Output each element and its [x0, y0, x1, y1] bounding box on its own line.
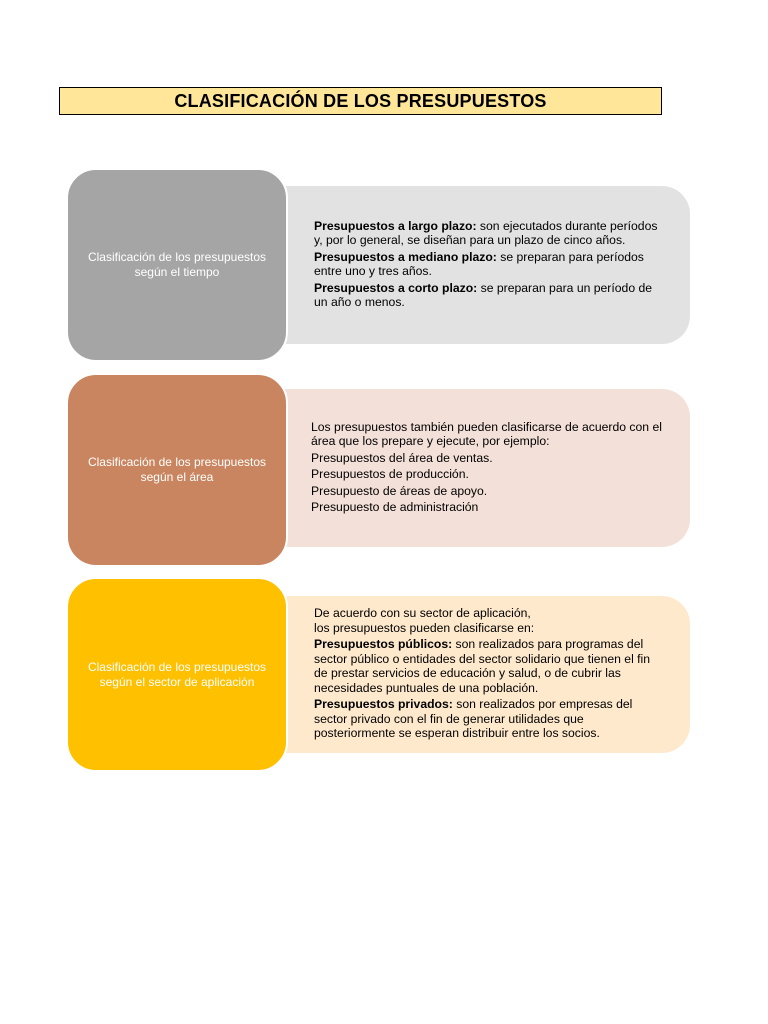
category-box-tiempo: Clasificación de los presupuestos según el tiempo: [66, 168, 288, 362]
detail-line: Los presupuestos también pueden clasificarse de acuerdo con el área que los prepare y ejecute, por ejemplo:: [311, 419, 662, 448]
detail-line: Presupuesto de áreas de apoyo.: [311, 483, 488, 498]
item-description: son realizados por empresas del sector privado con el fin de generar utilidades que posteriormente se esperan distribuir entre los socios.: [314, 697, 633, 741]
item-term: Presupuestos privados:: [314, 697, 453, 712]
item-term: Presupuestos a largo plazo:: [314, 218, 477, 233]
item-description: son realizados para programas del sector público o entidades del sector solidario que tienen el fin de prestar servicios de educación y salud, o de cubrir las necesidades puntuales de una población.: [314, 637, 651, 695]
category-box-area: Clasificación de los presupuestos según el área: [66, 373, 288, 567]
detail-line: los presupuestos pueden clasificarse en:: [314, 620, 535, 635]
detail-line: Presupuestos del área de ventas.: [311, 450, 493, 465]
detail-item: [314, 219, 662, 248]
detail-box-area: [248, 389, 690, 547]
detail-item: [314, 697, 662, 741]
detail-line: Presupuestos de producción.: [311, 467, 469, 481]
item-description: se preparan para períodos entre uno y tres años.: [314, 249, 644, 278]
detail-item: [314, 250, 662, 279]
item-term: Presupuestos a mediano plazo:: [314, 249, 497, 264]
page-title: CLASIFICACIÓN DE LOS PRESUPUESTOS: [59, 87, 662, 115]
detail-item: [314, 637, 662, 695]
category-box-sector: Clasificación de los presupuestos según el sector de aplicación: [66, 577, 288, 772]
detail-line: De acuerdo con su sector de aplicación,: [314, 606, 531, 621]
item-description: se preparan para un período de un año o menos.: [314, 280, 653, 309]
detail-box-sector: [248, 596, 690, 753]
item-term: Presupuestos a corto plazo:: [314, 280, 478, 295]
detail-item: [314, 281, 662, 310]
item-description: son ejecutados durante períodos y, por lo general, se diseñan para un plazo de cinco años.: [314, 218, 658, 247]
detail-box-tiempo: [248, 186, 690, 344]
item-term: Presupuestos públicos:: [314, 637, 453, 652]
detail-line: Presupuesto de administración: [311, 500, 479, 514]
